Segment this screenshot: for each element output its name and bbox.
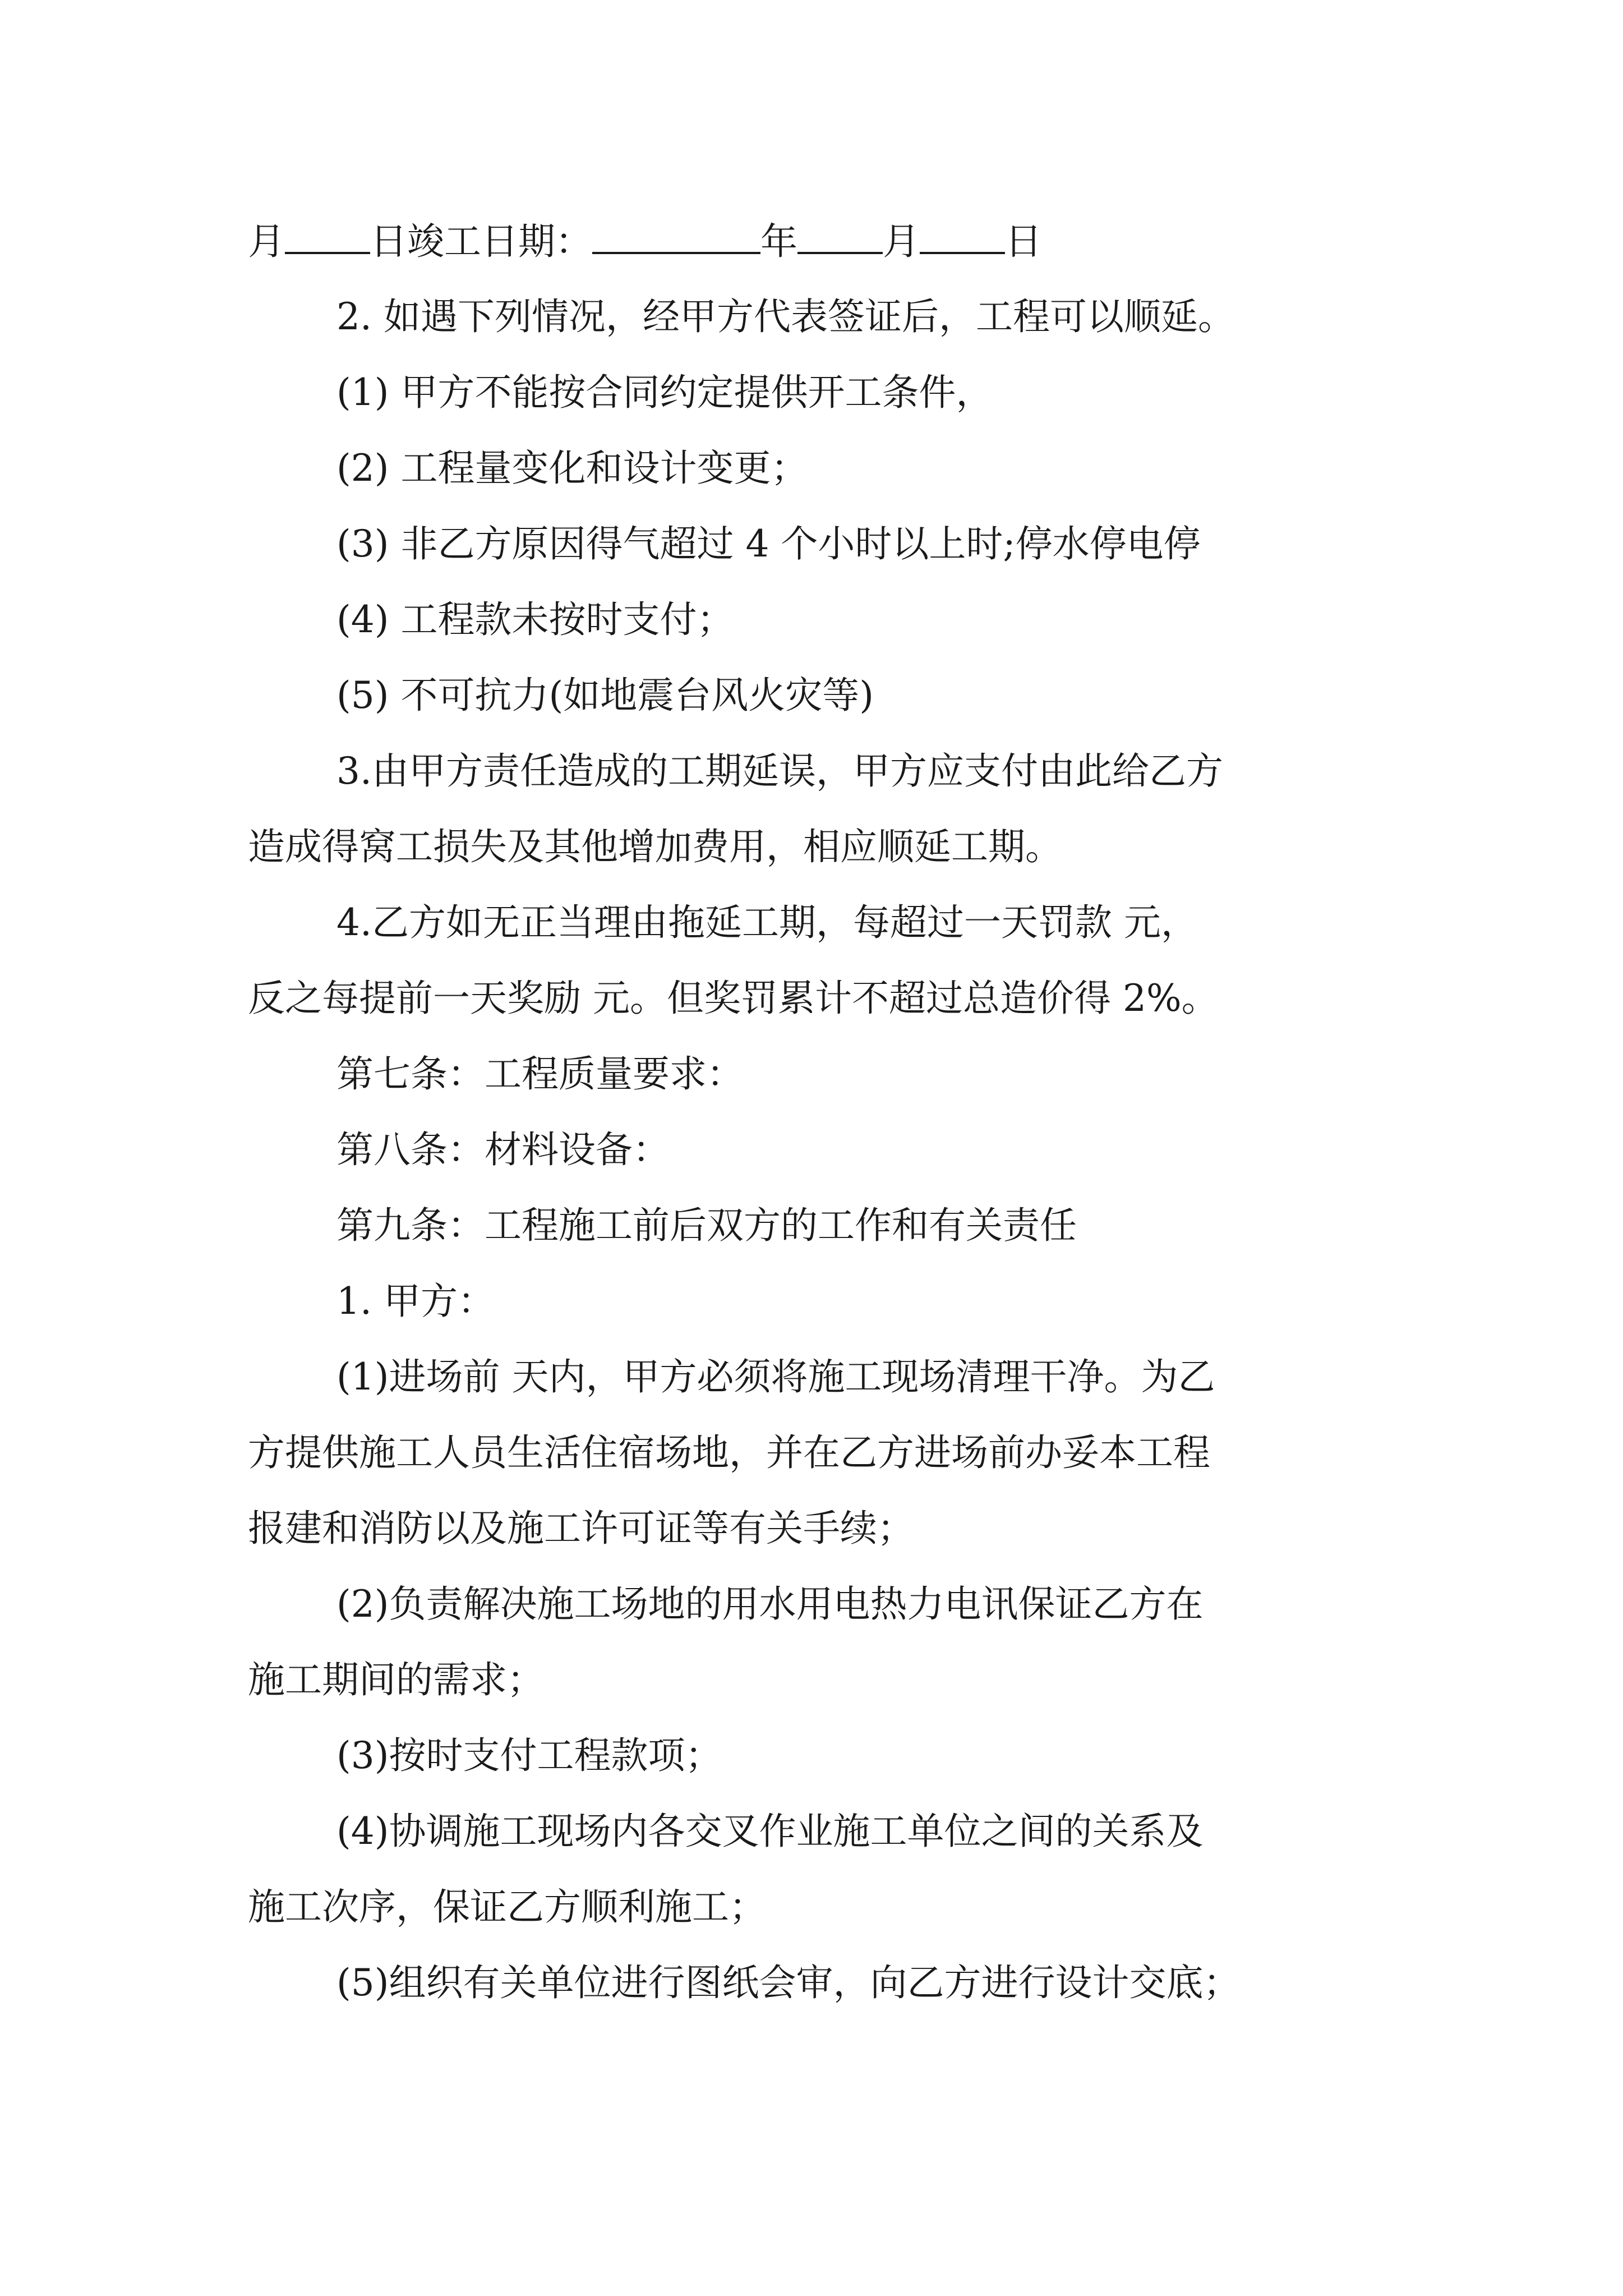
paragraph-line: (4) 工程款未按时支付； bbox=[336, 598, 734, 641]
paragraph-line: 施工次序，保证乙方顺利施工； bbox=[248, 1885, 766, 1929]
paragraph-line: 反之每提前一天奖励 元。但奖罚累计不超过总造价得 2%。 bbox=[248, 977, 1219, 1020]
day-blank-2 bbox=[920, 216, 1005, 254]
date-line bbox=[248, 216, 1403, 292]
paragraph-line: 2. 如遇下列情况，经甲方代表签证后，工程可以顺延。 bbox=[336, 295, 1235, 338]
paragraph-line: (1) 甲方不能按合同约定提供开工条件， bbox=[336, 371, 993, 414]
section-heading: 第九条：工程施工前后双方的工作和有关责任 bbox=[336, 1204, 1077, 1247]
document-body bbox=[248, 216, 1403, 2033]
paragraph-line: (1)进场前 天内，甲方必须将施工现场清理干净。为乙 bbox=[336, 1355, 1215, 1398]
paragraph-line: 4.乙方如无正当理由拖延工期，每超过一天罚款 元， bbox=[336, 901, 1198, 944]
year-blank bbox=[592, 216, 760, 254]
completion-date-label: 日竣工日期： bbox=[370, 220, 592, 263]
paragraph-line: (5)组织有关单位进行图纸会审，向乙方进行设计交底； bbox=[336, 1961, 1241, 2004]
day-blank bbox=[285, 216, 370, 254]
month-text-2: 月 bbox=[883, 220, 920, 263]
year-text: 年 bbox=[760, 220, 797, 263]
paragraph-line: (3)按时支付工程款项； bbox=[336, 1734, 722, 1777]
paragraph-line: (2) 工程量变化和设计变更； bbox=[336, 447, 808, 490]
paragraph-line: 1. 甲方： bbox=[336, 1280, 495, 1323]
paragraph-line: 报建和消防以及施工许可证等有关手续； bbox=[248, 1507, 914, 1550]
paragraph-line: 施工期间的需求； bbox=[248, 1658, 544, 1701]
month-text: 月 bbox=[248, 220, 285, 263]
paragraph-line: 方提供施工人员生活住宿场地，并在乙方进场前办妥本工程 bbox=[248, 1431, 1210, 1474]
paragraph-line: (2)负责解决施工场地的用水用电热力电讯保证乙方在 bbox=[336, 1582, 1204, 1626]
paragraph-line: (5) 不可抗力(如地震台风火灾等) bbox=[336, 674, 874, 717]
section-heading: 第八条：材料设备： bbox=[336, 1128, 670, 1171]
paragraph-line: (3) 非乙方原因得气超过 4 个小时以上时;停水停电停 bbox=[336, 522, 1201, 565]
month-blank bbox=[797, 216, 883, 254]
day-text: 日 bbox=[1005, 220, 1042, 263]
paragraph-line: (4)协调施工现场内各交叉作业施工单位之间的关系及 bbox=[336, 1810, 1204, 1853]
paragraph-line: 造成得窝工损失及其他增加费用，相应顺延工期。 bbox=[248, 825, 1062, 868]
section-heading: 第七条：工程质量要求： bbox=[336, 1052, 744, 1096]
paragraph-line: 3.由甲方责任造成的工期延误，甲方应支付由此给乙方 bbox=[336, 749, 1223, 793]
